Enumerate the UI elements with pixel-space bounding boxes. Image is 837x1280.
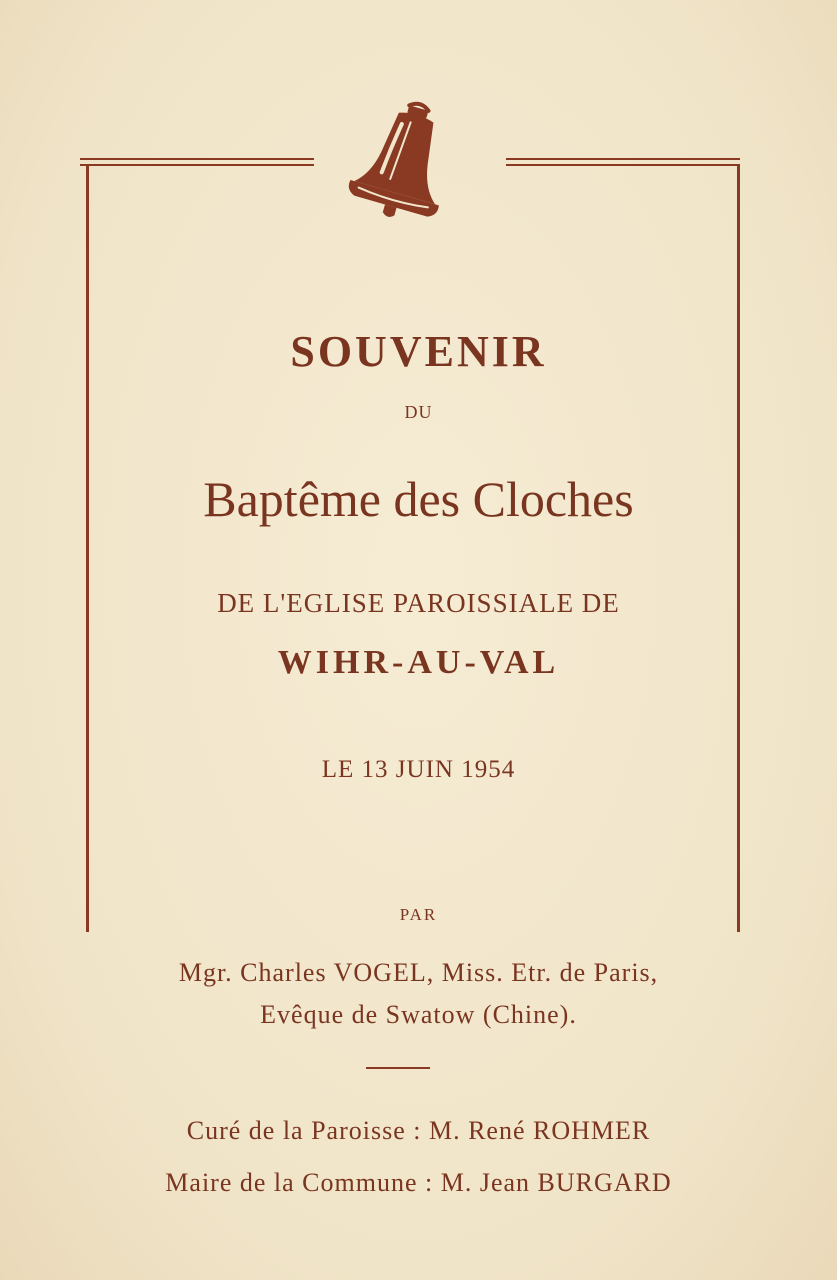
top-rule-left-upper [80,158,314,160]
officiant-name: Mgr. Charles VOGEL, Miss. Etr. de Paris, [178,958,659,987]
separator-rule [366,1067,430,1069]
par-label: PAR [399,905,438,924]
officiant-title: Evêque de Swatow (Chine). [260,1000,577,1029]
event-date: LE 13 JUIN 1954 [321,756,516,783]
maire-line: Maire de la Commune : M. Jean BURGARD [165,1168,672,1197]
top-rule-left-lower [80,164,314,166]
bell-icon [342,98,466,222]
main-title: Baptême des Cloches [203,471,634,527]
church-line: DE L'EGLISE PAROISSIALE DE [217,588,620,618]
cure-line: Curé de la Paroisse : M. René ROHMER [186,1116,651,1145]
frame-right-line [737,164,740,932]
top-rule-right-lower [506,164,740,166]
souvenir-heading: SOUVENIR [290,327,547,376]
village-name: WIHR-AU-VAL [277,644,560,681]
du-label: DU [404,402,433,422]
top-rule-right-upper [506,158,740,160]
frame-left-line [86,164,89,932]
